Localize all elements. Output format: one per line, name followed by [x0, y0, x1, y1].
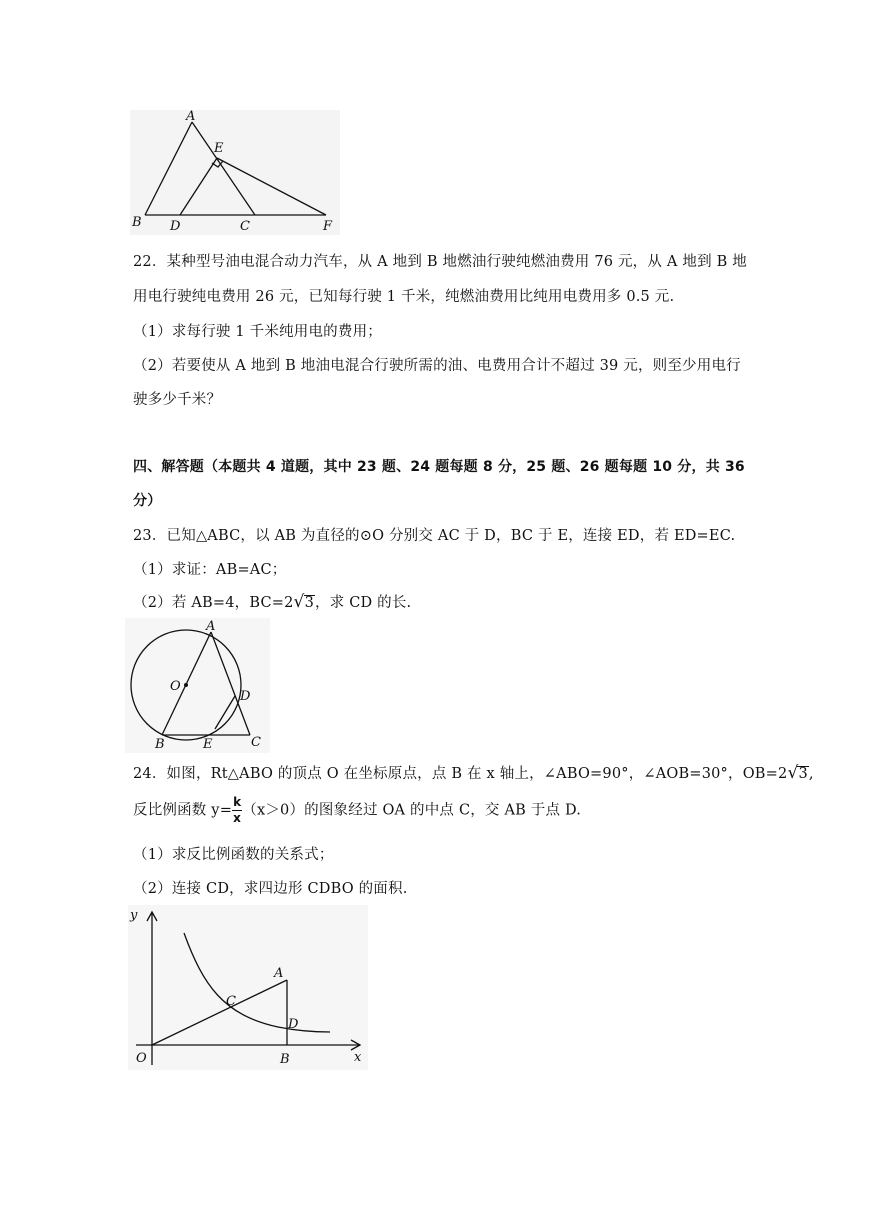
- triangle-figure-q21: [130, 110, 340, 235]
- q23-line1: 23．已知△ABC，以 AB 为直径的⊙O 分别交 AC 于 D，BC 于 E，连接 ED，若 ED=EC.: [133, 528, 736, 544]
- fraction-k-over-x: [232, 795, 242, 826]
- q24-part2: （2）连接 CD，求四边形 CDBO 的面积.: [133, 881, 408, 897]
- sqrt-icon: √: [293, 592, 305, 612]
- q23-part2-pre: （2）若 AB=4，BC=2: [133, 595, 294, 611]
- q22-part1: （1）求每行驶 1 千米纯用电的费用；: [133, 324, 382, 340]
- label-o: O: [170, 679, 181, 694]
- section4-heading-line1: 四、解答题（本题共 4 道题，其中 23 题、24 题每题 8 分，25 题、26 题每题 10 分，共 36: [133, 459, 745, 475]
- label-c: C: [240, 219, 250, 234]
- q23-part2-radicand: 3: [304, 595, 315, 611]
- label-e: E: [203, 737, 213, 752]
- label-a: A: [186, 110, 196, 124]
- label-x: x: [354, 1050, 362, 1065]
- fraction-denominator: x: [233, 811, 242, 825]
- q24-line1-post: ,: [808, 766, 814, 782]
- fraction-numerator: k: [233, 795, 242, 809]
- sqrt-icon: √: [787, 763, 799, 783]
- q24-line1: [133, 762, 814, 783]
- q22-part2b: 驶多少千米？: [133, 392, 222, 408]
- label-y: y: [130, 908, 138, 923]
- coordinate-figure-q24: [128, 905, 368, 1070]
- label-b: B: [132, 215, 142, 230]
- circle-triangle-figure-q23: [125, 618, 270, 753]
- q24-line1-radicand: 3: [798, 766, 808, 782]
- label-c: C: [251, 735, 261, 750]
- label-b: B: [155, 737, 165, 752]
- q24-line1-pre: 24．如图，Rt△ABO 的顶点 O 在坐标原点，点 B 在 x 轴上，∠ABO=90°，∠AOB=30°，OB=2: [133, 766, 788, 782]
- label-f: F: [323, 219, 333, 234]
- q24-part1: （1）求反比例函数的关系式；: [133, 847, 334, 863]
- label-d: D: [170, 219, 181, 234]
- label-e: E: [214, 141, 224, 156]
- q23-part2-post: ，求 CD 的长.: [315, 595, 412, 611]
- q22-line1: 22．某种型号油电混合动力汽车，从 A 地到 B 地燃油行驶纯燃油费用 76 元，从 A 地到 B 地: [133, 254, 747, 270]
- q24-line2-pre: 反比例函数 y=: [133, 802, 233, 819]
- q22-part2a: （2）若要使从 A 地到 B 地油电混合行驶所需的油、电费用合计不超过 39 元，则至少用电行: [133, 358, 741, 374]
- label-a: A: [274, 966, 284, 981]
- label-a: A: [206, 619, 216, 634]
- section4-heading-line2: 分）: [133, 493, 162, 509]
- q24-line2: [133, 795, 581, 826]
- label-d: D: [240, 689, 251, 704]
- label-c: C: [226, 994, 236, 1009]
- label-b: B: [280, 1052, 290, 1067]
- label-o: O: [136, 1051, 147, 1066]
- q23-part2: [133, 591, 411, 612]
- q23-part1: （1）求证：AB=AC；: [133, 562, 287, 578]
- label-d: D: [288, 1017, 299, 1032]
- q22-line2: 用电行驶纯电费用 26 元，已知每行驶 1 千米，纯燃油费用比纯用电费用多 0.5 元.: [133, 289, 675, 305]
- q24-line2-post: （x＞0）的图象经过 OA 的中点 C，交 AB 于点 D.: [242, 802, 582, 819]
